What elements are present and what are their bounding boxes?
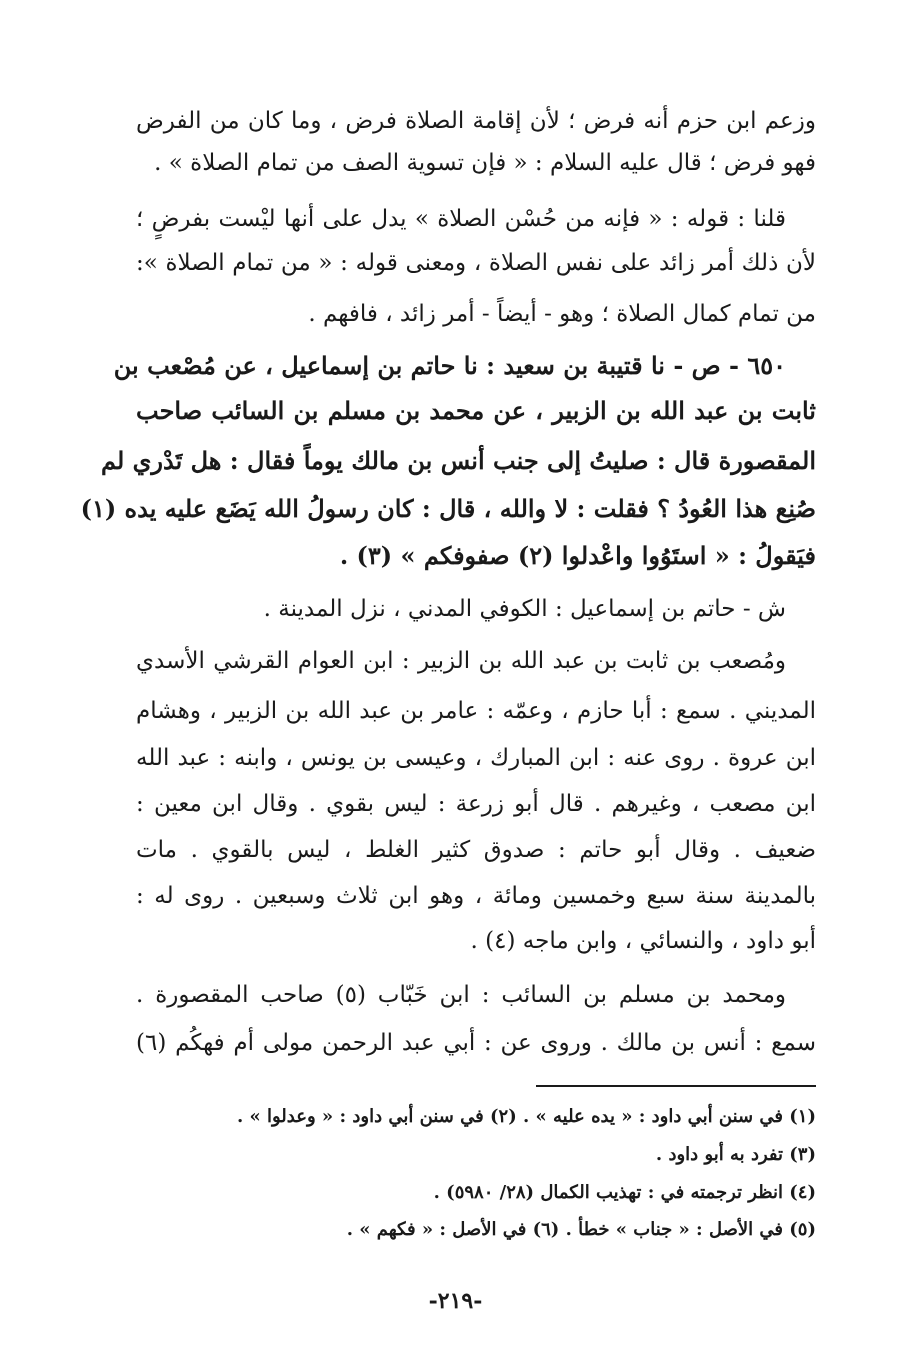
text-line: فهو فرض ؛ قال عليه السلام : « فإن تسوية الصف من تمام الصلاة » . <box>154 150 816 176</box>
text-line: لأن ذلك أمر زائد على نفس الصلاة ، ومعنى قوله : « من تمام الصلاة »: <box>136 250 816 276</box>
footnote: (٣) تفرد به أبو داود . <box>655 1144 816 1165</box>
text-line: بالمدينة سنة سبع وخمسين ومائة ، وهو ابن ثلاث وسبعين . روى له : <box>136 883 816 909</box>
hadith-line: ٦٥٠ - ص - نا قتيبة بن سعيد : نا حاتم بن إسماعيل ، عن مُصْعب بن <box>113 351 786 380</box>
text-line: ابن مصعب ، وغيرهم . قال أبو زرعة : ليس بقوي . وقال ابن معين : <box>136 791 816 817</box>
footnote-divider <box>536 1085 816 1087</box>
footnote: (٤) انظر ترجمته في : تهذيب الكمال (٢٨/ ٥٩٨٠) . <box>433 1182 816 1203</box>
text-line: ابن عروة . روى عنه : ابن المبارك ، وعيسى بن يونس ، وابنه : عبد الله <box>136 745 816 771</box>
text-line: سمع : أنس بن مالك . وروى عن : أبي عبد الرحمن مولى أم فهكُم (٦) <box>136 1030 816 1056</box>
text-line: ش - حاتم بن إسماعيل : الكوفي المدني ، نزل المدينة . <box>263 596 786 622</box>
text-line: أبو داود ، والنسائي ، وابن ماجه (٤) . <box>470 928 816 954</box>
page-number: -٢١٩- <box>428 1288 483 1314</box>
text-line: ضعيف . وقال أبو حاتم : صدوق كثير الغلط ، ليس بالقوي . مات <box>136 837 816 863</box>
hadith-line: المقصورة قال : صليتُ إلى جنب أنس بن مالك يوماً فقال : هل تَدْري لم <box>100 446 816 475</box>
hadith-line: ثابت بن عبد الله بن الزبير ، عن محمد بن مسلم بن السائب صاحب <box>136 396 816 425</box>
text-line: وزعم ابن حزم أنه فرض ؛ لأن إقامة الصلاة فرض ، وما كان من الفرض <box>136 108 816 134</box>
text-line: ومحمد بن مسلم بن السائب : ابن خَبّاب (٥) صاحب المقصورة . <box>136 982 786 1008</box>
text-line: من تمام كمال الصلاة ؛ وهو - أيضاً - أمر زائد ، فافهم . <box>308 301 816 327</box>
hadith-line: صُنِع هذا العُودُ ؟ فقلت : لا والله ، قال : كان رسولُ الله يَضَع عليه يده (١) <box>80 494 816 523</box>
text-line: قلنا : قوله : « فإنه من حُسْن الصلاة » يدل على أنها ليْست بفرضٍ ؛ <box>136 206 786 232</box>
text-line: المديني . سمع : أبا حازم ، وعمّه : عامر بن عبد الله بن الزبير ، وهشام <box>136 698 816 724</box>
hadith-line: فيَقولُ : « استَوُوا واعْدلوا (٢) صفوفكم » (٣) . <box>339 541 816 570</box>
footnote: (٥) في الأصل : « جناب » خطأ . (٦) في الأصل : « فكهم » . <box>346 1219 816 1240</box>
footnote: (١) في سنن أبي داود : « يده عليه » . (٢) في سنن أبي داود : « وعدلوا » . <box>236 1106 816 1127</box>
text-line: ومُصعب بن ثابت بن عبد الله بن الزبير : ابن العوام القرشي الأسدي <box>136 648 786 674</box>
